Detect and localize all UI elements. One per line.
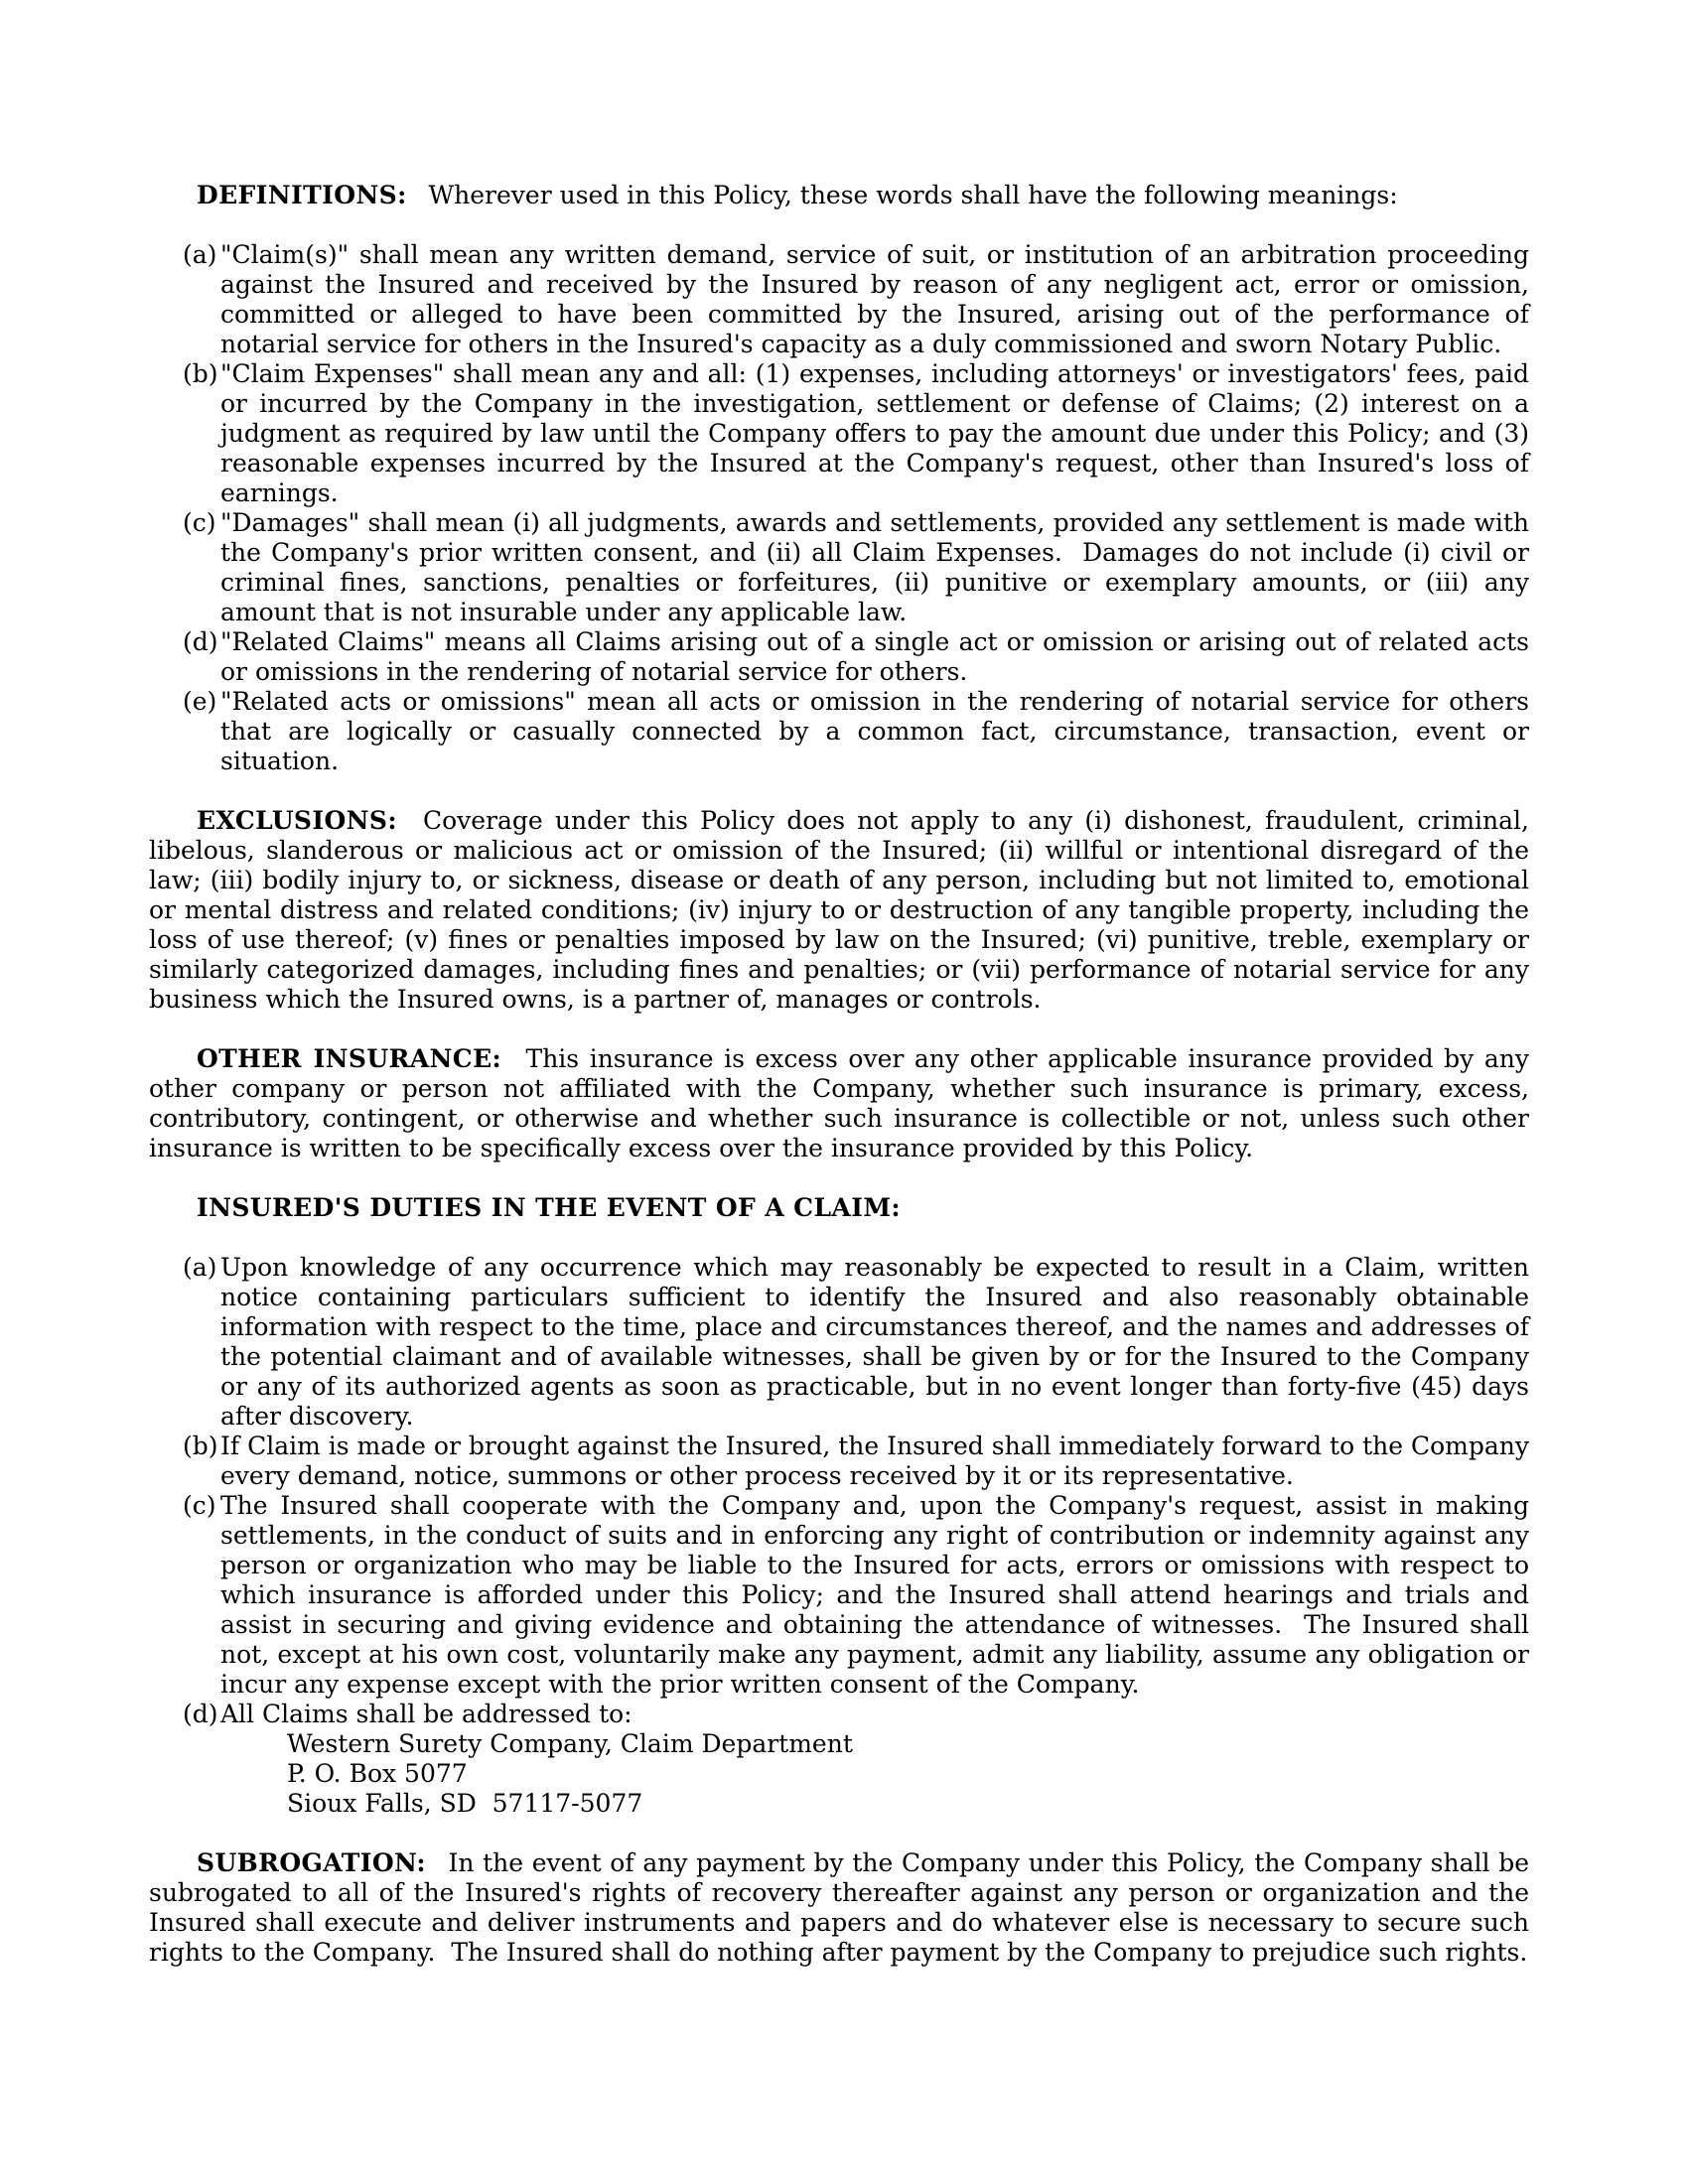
subrogation-body-text: In the event of any payment by the Company under this Policy, the Company shall be subrogated to all of the Insured's rights of recovery thereafter against any person or organization and the Insured shall execute and deliver instruments and papers and do whatever else is necessary to secure such rights to the Company. The Insured shall do nothing after payment by the Company to prejudice such rights.	[149, 1848, 1529, 1967]
item-text: The Insured shall cooperate with the Company and, upon the Company's request, assist in making settlements, in the conduct of suits and in enforcing any right of contribution or indemnity against any person or organization who may be liable to the Insured for acts, errors or omissions with respect to which insurance is afforded under this Policy; and the Insured shall attend hearings and trials and assist in securing and giving evidence and obtaining the attendance of witnesses. The Insured shall not, except at his own cost, voluntarily make any payment, admit any liability, assume any obligation or incur any expense except with the prior written consent of the Company.	[220, 1491, 1529, 1699]
item-text: Upon knowledge of any occurrence which may reasonably be expected to result in a Claim, written notice containing particulars sufficient to identify the Insured and also reasonably obtainable information with respect to the time, place and circumstances thereof, and the names and addresses of the potential claimant and of available witnesses, shall be given by or for the Insured to the Company or any of its authorized agents as soon as practicable, but in no event longer than forty-five (45) days after discovery.	[220, 1253, 1529, 1431]
definitions-item-d	[149, 627, 1529, 687]
other-insurance-body-text: This insurance is excess over any other applicable insurance provided by any other company or person not affiliated with the Company, whether such insurance is primary, excess, contributory, contingent, or otherwise and whether such insurance is collectible or not, unless such other insurance is written to be specifically excess over the insurance provided by this Policy.	[149, 1044, 1530, 1162]
definitions-item-e	[149, 687, 1529, 776]
claim-address-po-box: P. O. Box 5077	[287, 1759, 468, 1788]
item-text: "Claim(s)" shall mean any written demand, service of suit, or institution of an arbitration proceeding against the Insured and received by the Insured by reason of any negligent act, error or omission, committed or alleged to have been committed by the Insured, arising out of the performance of notarial service for others in the Insured's capacity as a duly commissioned and sworn Notary Public.	[220, 240, 1529, 358]
item-label: (c)	[183, 1491, 216, 1520]
exclusions-section	[149, 806, 1529, 1015]
definitions-item-c	[149, 508, 1529, 627]
other-insurance-section	[149, 1044, 1529, 1163]
claim-address-city-state-zip: Sioux Falls, SD 57117-5077	[287, 1789, 643, 1818]
definitions-section	[149, 181, 1529, 210]
duties-item-b	[149, 1432, 1529, 1491]
item-text: "Related Claims" means all Claims arising out of a single act or omission or arising out of related acts or omissions in the rendering of notarial service for others.	[220, 627, 1529, 686]
definitions-list	[149, 240, 1529, 776]
exclusions-body-text: Coverage under this Policy does not apply to any (i) dishonest, fraudulent, criminal, libelous, slanderous or malicious act or omission of the Insured; (ii) willful or intentional disregard of the law; (iii) bodily injury to, or sickness, disease or death of any person, including but not limited to, emotional or mental distress and related conditions; (iv) injury to or destruction of any tangible property, including the loss of use thereof; (v) fines or penalties imposed by law on the Insured; (vi) punitive, treble, exemplary or similarly categorized damages, including fines and penalties; or (vii) performance of notarial service for any business which the Insured owns, is a partner of, manages or controls.	[149, 806, 1529, 1014]
subrogation-heading: SUBROGATION:	[197, 1848, 426, 1877]
definitions-heading: DEFINITIONS:	[197, 181, 407, 209]
item-label: (c)	[183, 508, 216, 537]
duties-item-a	[149, 1253, 1529, 1432]
item-label: (b)	[183, 359, 218, 388]
item-label: (a)	[183, 240, 217, 269]
item-text: All Claims shall be addressed to:	[220, 1700, 633, 1728]
item-label: (a)	[183, 1253, 217, 1282]
definitions-item-a	[149, 240, 1529, 359]
subrogation-section	[149, 1848, 1529, 1968]
duties-item-d	[149, 1700, 1529, 1819]
item-text: If Claim is made or brought against the Insured, the Insured shall immediately forward to the Company every demand, notice, summons or other process received by it or its representative.	[220, 1432, 1529, 1490]
claim-mailing-address	[220, 1729, 1529, 1819]
item-label: (d)	[183, 1700, 218, 1728]
item-label: (d)	[183, 627, 218, 656]
duties-item-c	[149, 1491, 1529, 1700]
item-text: "Damages" shall mean (i) all judgments, awards and settlements, provided any settlement is made with the Company's prior written consent, and (ii) all Claim Expenses. Damages do not include (i) civil or criminal fines, sanctions, penalties or forfeitures, (ii) punitive or exemplary amounts, or (iii) any amount that is not insurable under any applicable law.	[220, 508, 1529, 626]
definitions-intro-text: Wherever used in this Policy, these words shall have the following meanings:	[428, 181, 1398, 209]
other-insurance-heading: OTHER INSURANCE:	[197, 1044, 502, 1073]
item-text: "Claim Expenses" shall mean any and all: (1) expenses, including attorneys' or investigators' fees, paid or incurred by the Company in the investigation, settlement or defense of Claims; (2) interest on a judgment as required by law until the Company offers to pay the amount due under this Policy; and (3) reasonable expenses incurred by the Insured at the Company's request, other than Insured's loss of earnings.	[220, 359, 1529, 507]
item-label: (b)	[183, 1432, 218, 1460]
insureds-duties-heading: INSURED'S DUTIES IN THE EVENT OF A CLAIM:	[197, 1193, 902, 1222]
exclusions-heading: EXCLUSIONS:	[197, 806, 397, 835]
item-label: (e)	[183, 687, 217, 716]
insureds-duties-list	[149, 1253, 1529, 1819]
definitions-item-b	[149, 359, 1529, 508]
claim-address-company: Western Surety Company, Claim Department	[287, 1729, 853, 1758]
item-text: "Related acts or omissions" mean all acts or omission in the rendering of notarial service for others that are logically or casually connected by a common fact, circumstance, transaction, event or situation.	[220, 687, 1529, 775]
